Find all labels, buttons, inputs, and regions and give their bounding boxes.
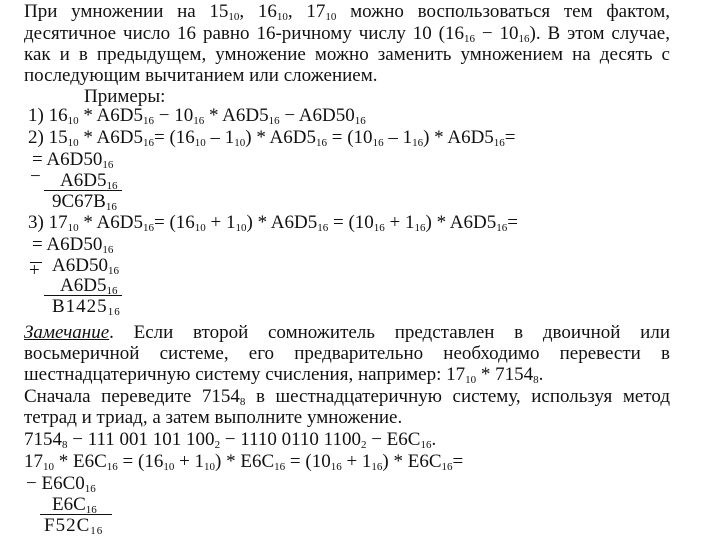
text-run: + 1 xyxy=(384,212,415,233)
text-run: * E6C xyxy=(54,451,107,472)
subscript-base: 16 xyxy=(414,222,426,234)
subscript-base: 10 xyxy=(276,11,288,23)
text-run: в шестнадцатеричную систему, используя метод xyxy=(245,386,670,407)
subscript-base: 16 xyxy=(107,306,121,318)
example-3 xyxy=(28,213,518,233)
subscript-base: 10 xyxy=(67,115,79,127)
subscript-base: 10 xyxy=(235,222,247,234)
text-run: = (10 xyxy=(285,451,331,472)
text-run: * A6D5 xyxy=(204,105,269,126)
text-run: = xyxy=(504,127,516,148)
subscript-base: 16 xyxy=(373,222,385,234)
text-run: = xyxy=(452,451,464,472)
text-run: тетрад и триад, а затем выполните умножение. xyxy=(24,407,403,428)
text-run: = (10 xyxy=(327,127,373,148)
subscript-base: 16 xyxy=(142,222,154,234)
subscript-base: 16 xyxy=(106,461,118,473)
text-run: ) * A6D5 xyxy=(423,127,494,148)
text-run: 1) 16 xyxy=(28,105,68,126)
example-2-line-1 xyxy=(32,150,113,170)
example-3-result xyxy=(52,297,121,317)
subscript-base: 16 xyxy=(84,483,96,495)
subscript-base: 16 xyxy=(90,525,104,537)
subscript-base: 16 xyxy=(354,115,366,127)
subscript-base: 10 xyxy=(67,222,79,234)
subscript-base: 16 xyxy=(102,244,114,256)
text-run: * A6D5 xyxy=(78,212,143,233)
subscript-base: 16 xyxy=(85,504,97,516)
subscript-base: 16 xyxy=(102,159,114,171)
text-run: + 1 xyxy=(174,451,205,472)
example-2-result xyxy=(52,192,117,212)
text-run: = xyxy=(507,212,518,233)
text-run: как и в предыдущем, умножение можно заменить умножением на десять с xyxy=(24,44,670,65)
subscript-base: 10 xyxy=(194,222,206,234)
plus-sign: + xyxy=(29,260,40,281)
text-run: можно воспользоваться тем фактом, xyxy=(336,1,671,22)
note-line-2 xyxy=(24,344,670,364)
subscript-base: 10 xyxy=(43,461,54,473)
text-run: A6D5 xyxy=(60,275,107,296)
text-run: − 10 xyxy=(153,105,194,126)
note-line-1 xyxy=(24,323,670,343)
subscript-base: 16 xyxy=(142,115,154,127)
text-run: + 1 xyxy=(341,451,372,472)
text-run: = (10 xyxy=(328,212,374,233)
text-run: − 1110 0110 1100 xyxy=(220,429,361,450)
text-run: 17 xyxy=(24,451,43,472)
text-run: десятичное число 16 равно 16-ричному числу 10 (16 xyxy=(24,23,465,44)
note-line-7 xyxy=(24,452,463,472)
text-run: = (16 xyxy=(153,127,195,148)
text-run: , 17 xyxy=(287,1,326,22)
text-run: , 16 xyxy=(239,1,277,22)
text-run: 9C67B xyxy=(52,191,106,212)
text-run: − 10 xyxy=(475,23,519,44)
subscript-base: 16 xyxy=(268,115,280,127)
text-run: A6D50 xyxy=(52,255,108,276)
text-run: ). В этом случае, xyxy=(529,23,670,44)
example-3-line-3 xyxy=(60,276,117,296)
subscript-base: 16 xyxy=(371,461,383,473)
text-run: = A6D50 xyxy=(32,149,103,170)
note-calc-line-1 xyxy=(26,474,96,494)
text-run: − A6D50 xyxy=(279,105,355,126)
text-run: = A6D50 xyxy=(32,234,103,255)
subscript-base: 10 xyxy=(204,461,216,473)
note-line-3 xyxy=(24,365,543,385)
subscript-base: 10 xyxy=(465,374,477,386)
text-run: = (16 xyxy=(153,212,195,233)
subscript-base: 2 xyxy=(214,439,221,451)
text-run: * A6D5 xyxy=(78,127,143,148)
text-run: = (16 xyxy=(117,451,164,472)
text-run: . xyxy=(538,364,544,385)
text-run: Сначала переведите 7154 xyxy=(24,386,240,407)
intro-line-2 xyxy=(24,24,670,44)
text-run: ) * E6C xyxy=(215,451,275,472)
subscript-base: 16 xyxy=(330,461,342,473)
text-run: A6D5 xyxy=(60,170,107,191)
example-2-line-2 xyxy=(60,171,117,191)
text-run: . xyxy=(431,429,437,450)
subscript-base: 10 xyxy=(163,461,175,473)
note-line-4 xyxy=(24,387,670,407)
text-run: восьмеричной системе, его предварительно необходимо перевести в xyxy=(24,343,670,364)
subscript-base: 8 xyxy=(62,439,68,451)
text-run: + 1 xyxy=(205,212,236,233)
subscript-base: 16 xyxy=(142,137,154,149)
text-run: – 1 xyxy=(383,127,413,148)
text-run: шестнадцатеричную систему счисления, например: 17 xyxy=(24,364,466,385)
subscript-base: 16 xyxy=(412,137,424,149)
subscript-base: 10 xyxy=(234,137,246,149)
text-run: − E6C xyxy=(366,429,421,450)
text-run: ) * A6D5 xyxy=(245,127,317,148)
subscript-base: 16 xyxy=(420,439,432,451)
subscript-base: 16 xyxy=(193,115,205,127)
text-run: последующим вычитанием или сложением. xyxy=(24,65,378,86)
subscript-base: 16 xyxy=(316,137,328,149)
text-run: ) * E6C xyxy=(382,451,442,472)
text-run: − 111 001 101 100 xyxy=(67,429,215,450)
subscript-base: 16 xyxy=(107,265,119,277)
example-1 xyxy=(28,106,366,126)
subscript-base: 16 xyxy=(441,461,453,473)
text-run: . Если второй сомножитель представлен в двоичной или xyxy=(109,322,670,343)
text-run: 7154 xyxy=(24,429,62,450)
subscript-base: 16 xyxy=(106,285,118,297)
subscript-base: 10 xyxy=(67,137,79,149)
note-line-5 xyxy=(24,408,402,428)
text-run: 2) 15 xyxy=(28,127,68,148)
text-run: ) * A6D5 xyxy=(425,212,497,233)
subscript-base: 16 xyxy=(464,33,476,45)
intro-line-1 xyxy=(24,2,670,22)
text-run: E6C xyxy=(52,494,86,515)
example-2 xyxy=(28,128,516,148)
text-run: − E6C0 xyxy=(26,473,85,494)
example-3-line-1 xyxy=(32,235,113,255)
subscript-base: 16 xyxy=(493,137,505,149)
subscript-base: 8 xyxy=(239,396,246,408)
text-run: 3) 17 xyxy=(28,212,68,233)
subscript-base: 16 xyxy=(518,33,530,45)
note-line-6 xyxy=(24,430,436,450)
subscript-base: 2 xyxy=(360,439,367,451)
subscript-base: 16 xyxy=(496,222,508,234)
text-run: – 1 xyxy=(205,127,235,148)
text-run: B1425 xyxy=(52,296,108,317)
subscript-base: 10 xyxy=(228,11,240,23)
subscript-base: 10 xyxy=(325,11,337,23)
intro-line-3 xyxy=(24,45,670,65)
example-3-line-2 xyxy=(52,256,119,276)
text-run: Замечание xyxy=(24,322,110,343)
intro-line-4 xyxy=(24,66,378,86)
subscript-base: 16 xyxy=(372,137,384,149)
examples-heading: Примеры: xyxy=(84,86,166,107)
text-run: * 7154 xyxy=(476,364,534,385)
subscript-base: 16 xyxy=(317,222,329,234)
note-calc-result xyxy=(44,516,103,536)
subscript-base: 10 xyxy=(194,137,206,149)
subscript-base: 16 xyxy=(274,461,286,473)
subscript-base: 8 xyxy=(533,374,539,386)
minus-sign: − xyxy=(30,166,41,187)
text-run: * A6D5 xyxy=(78,105,143,126)
text-run: ) * A6D5 xyxy=(246,212,318,233)
note-calc-line-2 xyxy=(52,495,97,515)
text-run: При умножении на 15 xyxy=(24,1,229,22)
subscript-base: 16 xyxy=(105,201,117,213)
subscript-base: 16 xyxy=(106,180,118,192)
text-run: F52C xyxy=(44,515,91,536)
